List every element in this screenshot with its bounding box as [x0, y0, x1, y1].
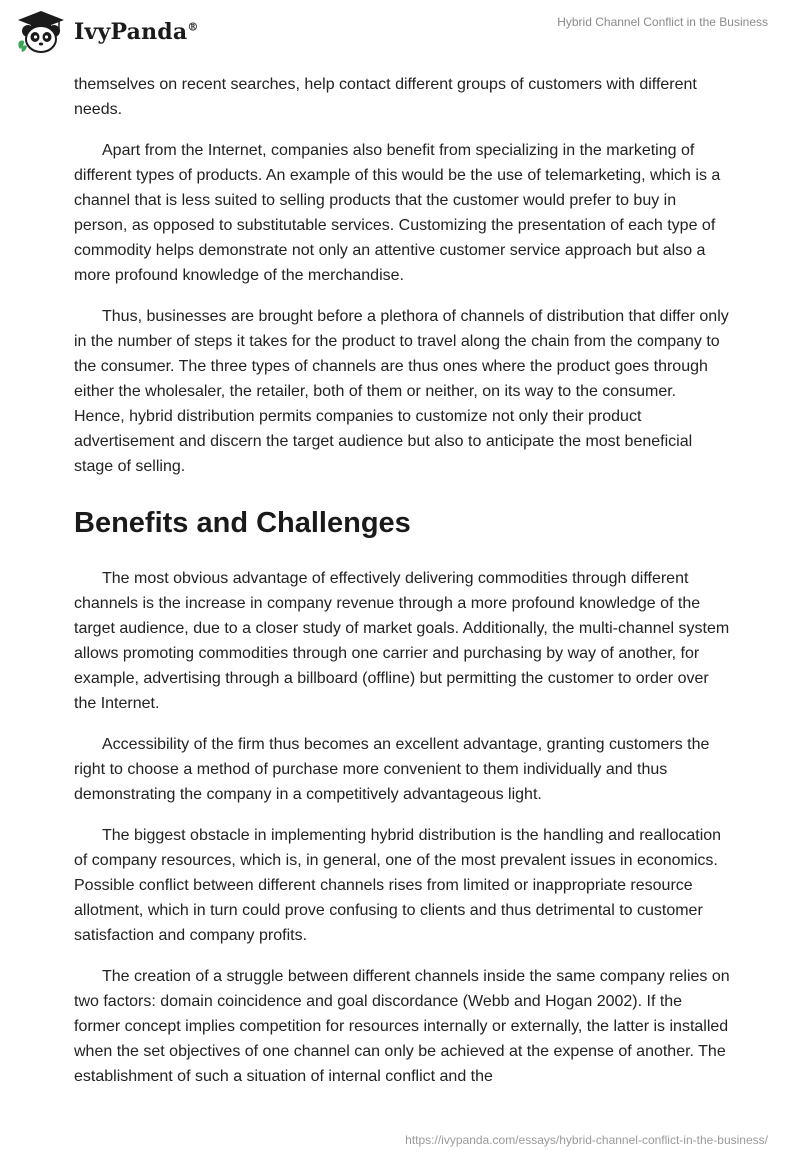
page-header	[0, 0, 800, 70]
paragraph: The creation of a struggle between different channels inside the same company relies on two factors: domain coincidence and goal discordance (Webb and Hogan 2002). If the former concept implies competition for resources internally or externally, the latter is installed when the set objectives of one channel can only be achieved at the expense of another. The establishment of such a situation of internal conflict and the	[74, 968, 730, 1085]
panda-graduate-icon	[14, 9, 68, 55]
document-title: Hybrid Channel Conflict in the Business	[557, 15, 768, 29]
paragraph: Thus, businesses are brought before a plethora of channels of distribution that differ only in the number of steps it takes for the product to travel along the chain from the company to the consumer. The three types of channels are thus ones where the product goes through either the wholesaler, the retailer, both of them or neither, on its way to the consumer. Hence, hybrid distribution permits companies to customize not only their product advertisement and discern the target audience but also to anticipate the most beneficial stage of selling.	[74, 308, 729, 475]
paragraph: The most obvious advantage of effectively delivering commodities through different channels is the increase in company revenue through a more profound knowledge of the target audience, due to a closer study of market goals. Additionally, the multi-channel system allows promoting commodities through one carrier and purchasing by way of another, for example, advertising through a billboard (offline) but permitting the customer to order over the Internet.	[74, 570, 730, 712]
section-heading: Benefits and Challenges	[74, 507, 411, 539]
source-url-link[interactable]: https://ivypanda.com/essays/hybrid-channel-conflict-in-the-business/	[405, 1133, 768, 1147]
paragraph: themselves on recent searches, help contact different groups of customers with different needs.	[74, 76, 697, 118]
logo-name: IvyPanda	[74, 19, 188, 45]
registered-mark: ®	[187, 20, 199, 34]
paragraph: Accessibility of the firm thus becomes an excellent advantage, granting customers the right to choose a method of purchase more convenient to them individually and thus demonstrating the company in a competitively advantageous light.	[74, 736, 710, 803]
paragraph: The biggest obstacle in implementing hybrid distribution is the handling and reallocation of company resources, which is, in general, one of the most prevalent issues in economics. Possible conflict between different channels rises from limited or inappropriate resource allotment, which in turn could prove confusing to clients and thus detrimental to customer satisfaction and company profits.	[74, 827, 722, 944]
ivypanda-logo[interactable]	[14, 9, 199, 55]
paragraph: Apart from the Internet, companies also benefit from specializing in the marketing of different types of products. An example of this would be the use of telemarketing, which is a channel that is less suited to selling products that the customer would prefer to buy in person, as opposed to substitutable services. Customizing the presentation of each type of commodity helps demonstrate not only an attentive customer service approach but also a more profound knowledge of the merchandise.	[74, 142, 721, 284]
essay-body	[74, 72, 730, 1105]
logo-text	[74, 19, 199, 45]
